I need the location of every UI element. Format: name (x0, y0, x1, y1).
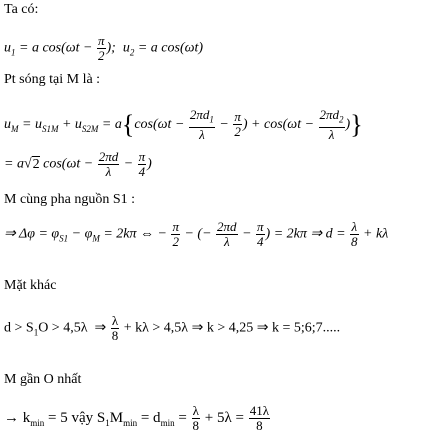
in-phase-heading: M cùng pha nguồn S1 : (4, 192, 136, 207)
final-result: → $k_{min} = 5$ vậy $S_1M_{min} = d_{min}$ = $\frac{\lambda}{8}$ + 5λ = $\frac{41\lambda}{8}$ (4, 403, 270, 433)
wave-eq-heading: Pt sóng tại M là : (4, 72, 101, 87)
nearest-heading: M gần O nhất (4, 372, 82, 387)
wave-eq-result: = a√2 cos(ωt − $\frac{2\pi d}{\lambda}$ − $\frac{\pi}{4}$ ) (4, 149, 152, 179)
source-equations: $u_1 = a$ cos(ωt − $\frac{\pi}{2}$ ); $u_2 = a$ cos(ωt) (4, 33, 204, 63)
inequality: $d > S_1O > 4,5\lambda$ ⇒ $\frac{\lambda}{8}$ + kλ > 4,5λ ⇒ k > 4,25 ⇒ k = 5;6;7..... (4, 313, 341, 343)
intro-text: Ta có: (4, 2, 39, 17)
wave-eq-sum: $u_M = u_{S1M} + u_{S2M} = a\{\cos(\omega t$ − $\frac{2\pi d_1}{\lambda}$ − $\frac{\pi}{2}$ ) + cos(ωt − $\frac{2\pi d_2}{\lambda}$ )} (4, 107, 363, 142)
phase-condition: ⇒ $\Delta\varphi = \varphi_{S1} - \varphi_M = 2k\pi$ ⇔ − $\frac{\pi}{2}$ − (− $\frac{2\pi d}{\lambda}$ − $\frac{\pi}{4}$ ) = 2kπ ⇒ d = $\frac{\lambda}{8}$ + kλ (4, 219, 389, 249)
moreover-heading: Mặt khác (4, 278, 57, 293)
